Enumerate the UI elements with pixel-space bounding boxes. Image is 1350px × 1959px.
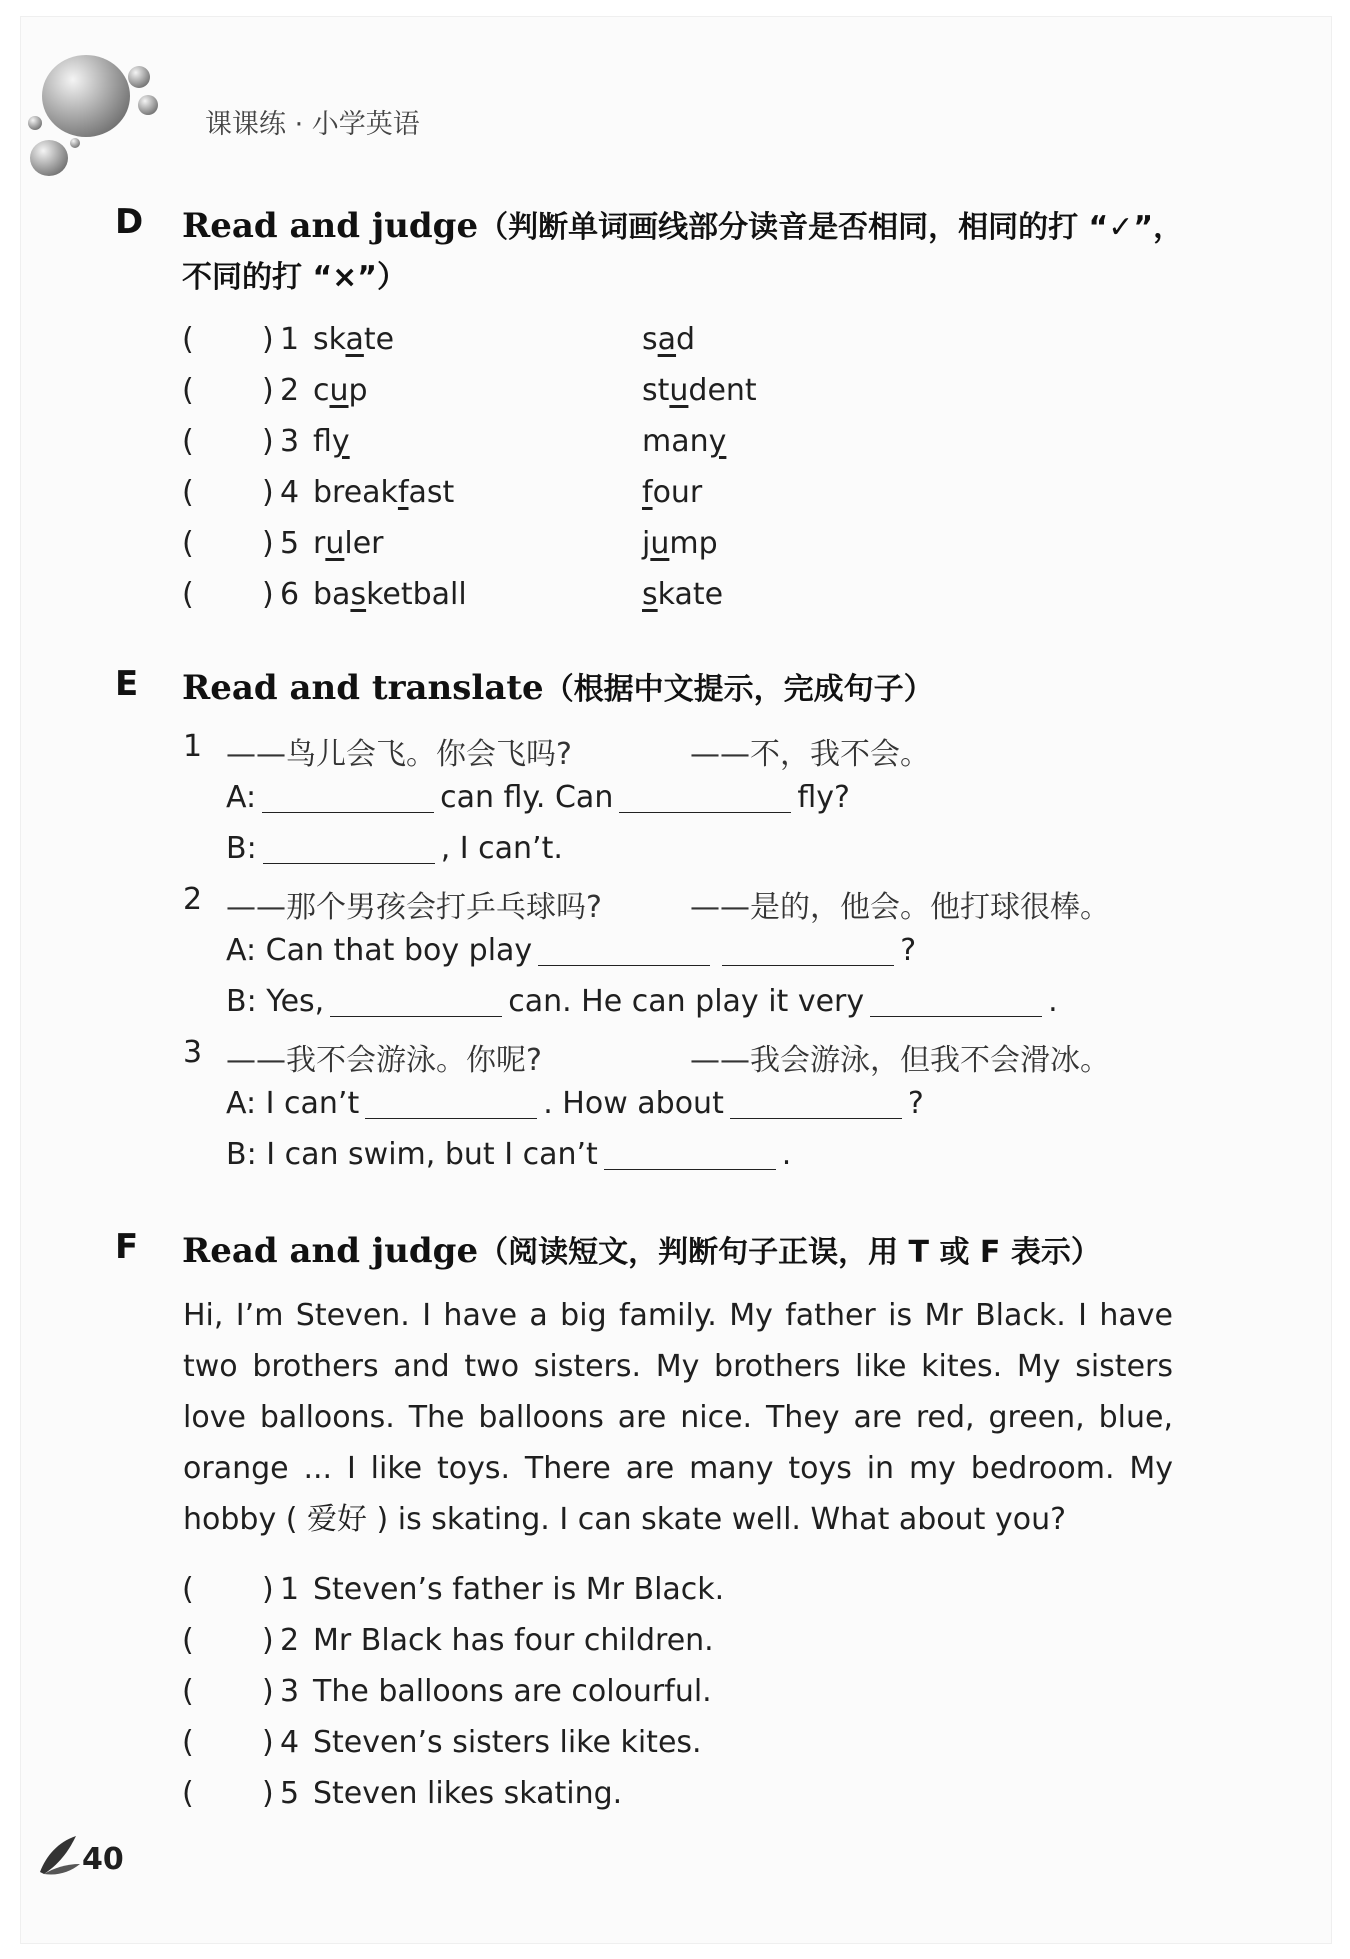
- leaf-icon: [36, 1832, 84, 1876]
- section-f-title-en: Read and judge: [182, 1231, 479, 1271]
- open-paren: (: [182, 1725, 194, 1760]
- answer-blank[interactable]: [330, 1015, 502, 1017]
- statement-text: Steven’s sisters like kites.: [313, 1725, 702, 1760]
- statement-text: Steven’s father is Mr Black.: [313, 1572, 725, 1607]
- word-part: p: [348, 373, 368, 408]
- word-part: ast: [408, 475, 455, 510]
- item-number: 3: [280, 1674, 300, 1709]
- open-paren: (: [182, 322, 194, 357]
- close-paren: ): [262, 424, 274, 459]
- open-paren: (: [182, 475, 194, 510]
- underlined-letters: u: [650, 526, 670, 561]
- e-q3-number: 3: [183, 1035, 203, 1070]
- word-part: st: [642, 373, 670, 408]
- word-b: [642, 373, 757, 408]
- word-part: break: [313, 475, 398, 510]
- word-part: kate: [657, 577, 724, 612]
- underlined-letters: f: [397, 475, 409, 510]
- statement-text: Mr Black has four children.: [313, 1623, 714, 1658]
- answer-blank[interactable]: [619, 811, 791, 813]
- word-part: fl: [313, 424, 332, 459]
- word-part: te: [363, 322, 395, 357]
- open-paren: (: [182, 1623, 194, 1658]
- section-d-title: [182, 202, 1183, 246]
- book-title: 课课练 · 小学英语: [205, 109, 420, 140]
- answer-blank[interactable]: [722, 964, 894, 966]
- item-number: 4: [280, 475, 300, 510]
- word-a: [313, 475, 454, 510]
- open-paren: (: [182, 373, 194, 408]
- underlined-letters: f: [642, 475, 653, 510]
- section-e-title: [182, 664, 934, 708]
- word-part: ler: [344, 526, 384, 561]
- statement-text: Steven likes skating.: [313, 1776, 623, 1811]
- underlined-letters: a: [345, 322, 364, 357]
- section-f-title-cn: （阅读短文，判断句子正误，用 T 或 F 表示）: [478, 1235, 1101, 1270]
- section-d-letter: D: [115, 202, 144, 242]
- page-number: 40: [82, 1842, 124, 1877]
- word-b: [642, 526, 718, 561]
- open-paren: (: [182, 1674, 194, 1709]
- text: can. He can play it very: [508, 984, 865, 1019]
- text: can fly. Can: [440, 780, 614, 815]
- close-paren: ): [262, 1623, 274, 1658]
- statement-text: The balloons are colourful.: [313, 1674, 712, 1709]
- word-part: r: [313, 526, 326, 561]
- close-paren: ): [262, 1572, 274, 1607]
- text: .: [1048, 984, 1058, 1019]
- close-paren: ): [262, 1674, 274, 1709]
- e-q1-cn-answer: ——不，我不会。: [690, 737, 930, 772]
- item-number: 1: [280, 322, 300, 357]
- section-d-title-en: Read and judge: [182, 206, 479, 246]
- answer-blank[interactable]: [870, 1015, 1042, 1017]
- text: A:: [226, 780, 257, 815]
- close-paren: ): [262, 1725, 274, 1760]
- answer-blank[interactable]: [604, 1168, 776, 1170]
- underlined-letters: s: [350, 577, 367, 612]
- section-e-title-cn: （根据中文提示，完成句子）: [543, 672, 934, 707]
- underlined-letters: y: [331, 424, 350, 459]
- section-e-letter: E: [115, 664, 139, 704]
- text: A: Can that boy play: [226, 933, 533, 968]
- word-a: [313, 577, 467, 612]
- word-part: man: [642, 424, 709, 459]
- e-q1-number: 1: [183, 729, 203, 764]
- text: ?: [907, 1086, 924, 1121]
- answer-slot[interactable]: [196, 1623, 256, 1657]
- answer-slot[interactable]: [196, 1674, 256, 1708]
- e-q2-cn-question: ——那个男孩会打乒乓球吗?: [226, 890, 602, 925]
- word-a: [313, 322, 394, 357]
- e-q1-line-b: [226, 831, 563, 866]
- item-number: 5: [280, 1776, 300, 1811]
- section-d-title-cn-2: 不同的打 “×”）: [182, 260, 408, 295]
- underlined-letters: s: [642, 577, 658, 612]
- answer-slot[interactable]: [196, 1776, 256, 1810]
- underlined-letters: u: [669, 373, 689, 408]
- word-a: [313, 424, 350, 459]
- close-paren: ): [262, 577, 274, 612]
- word-b: [642, 475, 702, 510]
- word-b: [642, 424, 726, 459]
- text: fly?: [797, 780, 850, 815]
- close-paren: ): [262, 475, 274, 510]
- reading-passage: Hi, I’m Steven. I have a big family. My father is Mr Black. I have two brothers and two sisters. My brothers like kites. My sisters love balloons. The balloons are nice. They are red, green, blue, orange ... I like toys. There are many toys in my bedroom. My hobby ( 爱好 ) is skating. I can skate well. What about you?: [183, 1298, 1173, 1537]
- e-q2-number: 2: [183, 882, 203, 917]
- open-paren: (: [182, 526, 194, 561]
- e-q2-line-b: [226, 984, 1058, 1019]
- e-q1-line-a: [226, 780, 850, 815]
- text: .: [781, 1137, 792, 1172]
- answer-blank[interactable]: [730, 1117, 902, 1119]
- text: . How about: [543, 1086, 724, 1121]
- word-part: dent: [688, 373, 757, 408]
- item-number: 2: [280, 1623, 300, 1658]
- close-paren: ): [262, 526, 274, 561]
- item-number: 4: [280, 1725, 300, 1760]
- answer-slot[interactable]: [196, 1572, 256, 1606]
- text: A: I can’t: [226, 1086, 360, 1121]
- e-q3-cn-question: ——我不会游泳。你呢?: [226, 1043, 542, 1078]
- item-number: 6: [280, 577, 300, 612]
- word-part: our: [652, 475, 703, 510]
- answer-blank[interactable]: [262, 811, 434, 813]
- close-paren: ): [262, 373, 274, 408]
- word-a: [313, 373, 368, 408]
- text: B: I can swim, but I can’t: [226, 1137, 598, 1172]
- answer-blank[interactable]: [263, 862, 435, 864]
- word-part: j: [642, 526, 651, 561]
- word-a: [313, 526, 384, 561]
- item-number: 2: [280, 373, 300, 408]
- answer-blank[interactable]: [365, 1117, 537, 1119]
- word-part: d: [676, 322, 696, 357]
- open-paren: (: [182, 424, 194, 459]
- word-part: sk: [313, 322, 346, 357]
- underlined-letters: y: [708, 424, 727, 459]
- text: ?: [900, 933, 917, 968]
- section-f-title: [182, 1227, 1101, 1271]
- open-paren: (: [182, 1776, 194, 1811]
- close-paren: ): [262, 1776, 274, 1811]
- e-q1-cn-question: ——鸟儿会飞。你会飞吗?: [226, 737, 572, 772]
- answer-blank[interactable]: [538, 964, 710, 966]
- text: B: Yes,: [226, 984, 325, 1019]
- item-number: 3: [280, 424, 300, 459]
- word-part: ba: [313, 577, 351, 612]
- word-part: s: [642, 322, 658, 357]
- section-d-title-cont: [182, 252, 407, 296]
- item-number: 1: [280, 1572, 300, 1607]
- word-part: c: [313, 373, 330, 408]
- underlined-letters: u: [329, 373, 349, 408]
- word-b: [642, 322, 695, 357]
- section-e-title-en: Read and translate: [182, 668, 544, 708]
- text: , I can’t.: [440, 831, 563, 866]
- word-part: ketball: [366, 577, 467, 612]
- underlined-letters: a: [657, 322, 677, 357]
- open-paren: (: [182, 1572, 194, 1607]
- underlined-letters: u: [325, 526, 345, 561]
- word-b: [642, 577, 723, 612]
- text: B:: [226, 831, 257, 866]
- answer-slot[interactable]: [196, 1725, 256, 1759]
- word-part: mp: [669, 526, 718, 561]
- e-q2-cn-answer: ——是的，他会。他打球很棒。: [690, 890, 1110, 925]
- e-q2-line-a: [226, 933, 916, 968]
- e-q3-line-a: [226, 1086, 924, 1121]
- close-paren: ): [262, 322, 274, 357]
- item-number: 5: [280, 526, 300, 561]
- e-q3-line-b: [226, 1137, 791, 1172]
- e-q3-cn-answer: ——我会游泳，但我不会滑冰。: [690, 1043, 1110, 1078]
- section-d-title-cn: （判断单词画线部分读音是否相同，相同的打 “✓”，: [478, 210, 1184, 245]
- section-f-letter: F: [115, 1227, 139, 1267]
- open-paren: (: [182, 577, 194, 612]
